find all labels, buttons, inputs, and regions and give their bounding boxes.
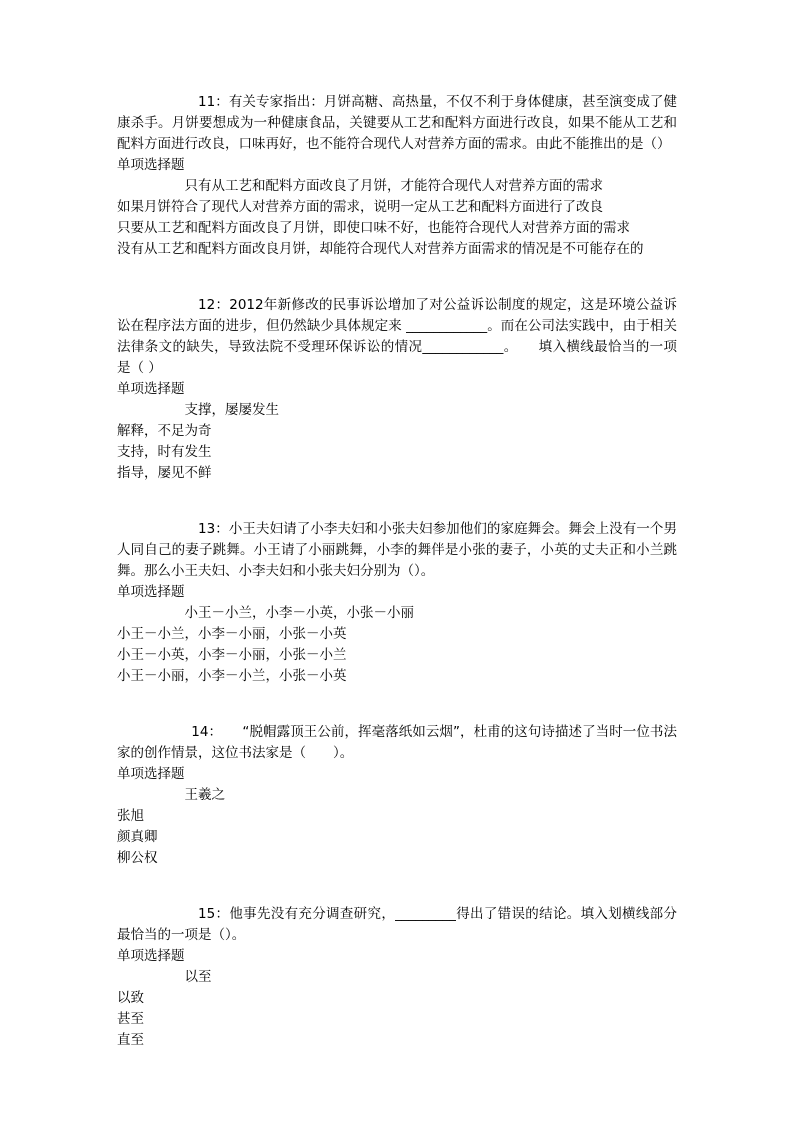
question-option: 甚至 [117, 1011, 144, 1027]
question-stem: 12：2012年新修改的民事诉讼增加了对公益诉讼制度的规定，这是环境公益诉讼在程序法方面的进步，但仍然缺少具体规定来 ____________。而在公司法实践中，由于相关法律条文的缺失，导致法院不受理环保诉讼的情况____________。 填入横线最恰当的一项是（ ） [117, 297, 677, 376]
question-option: 小王－小英，小李－小丽，小张－小兰 [117, 647, 347, 663]
question-option: 解释，不足为奇 [117, 423, 212, 439]
question-option: 张旭 [117, 808, 144, 824]
question-type-label: 单项选择题 [117, 948, 185, 964]
question-option: 没有从工艺和配料方面改良月饼，却能符合现代人对营养方面需求的情况是不可能存在的 [117, 241, 644, 257]
question-option: 小王－小兰，小李－小丽，小张－小英 [117, 626, 347, 642]
block-spacer [117, 701, 677, 722]
question-option: 如果月饼符合了现代人对营养方面的需求，说明一定从工艺和配料方面进行了改良 [117, 199, 603, 215]
question-option: 只要从工艺和配料方面改良了月饼，即使口味不好，也能符合现代人对营养方面的需求 [117, 220, 630, 236]
question-stem: 15：他事先没有充分调查研究，_________得出了错误的结论。填入划横线部分最恰当的一项是（）。 [117, 906, 677, 943]
question-type-label: 单项选择题 [117, 157, 185, 173]
question-option: 直至 [117, 1032, 144, 1048]
question-block [117, 904, 677, 1051]
block-spacer [117, 274, 677, 295]
question-option: 以至 [184, 969, 212, 985]
question-type-label: 单项选择题 [117, 381, 185, 397]
question-option: 柳公权 [117, 850, 158, 866]
block-spacer [117, 883, 677, 904]
question-stem: 14： “脱帽露顶王公前，挥毫落纸如云烟”，杜甫的这句诗描述了当时一位书法家的创作情景，这位书法家是（ ）。 [117, 724, 677, 761]
question-option: 颜真卿 [117, 829, 158, 845]
question-block [117, 295, 677, 484]
question-type-label: 单项选择题 [117, 766, 185, 782]
question-block [117, 92, 677, 260]
question-type-label: 单项选择题 [117, 584, 185, 600]
question-option: 小王－小兰，小李－小英，小张－小丽 [184, 605, 414, 621]
block-spacer [117, 498, 677, 519]
question-stem: 13：小王夫妇请了小李夫妇和小张夫妇参加他们的家庭舞会。舞会上没有一个男人同自己的妻子跳舞。小王请了小丽跳舞，小李的舞伴是小张的妻子，小英的丈夫正和小兰跳舞。那么小王夫妇、小李夫妇和小张夫妇分别为（）。 [117, 521, 677, 579]
question-option: 支撑，屡屡发生 [184, 402, 279, 418]
question-option: 指导，屡见不鲜 [117, 465, 212, 481]
question-option: 支持，时有发生 [117, 444, 212, 460]
question-option: 王羲之 [184, 787, 225, 803]
question-option: 小王－小丽，小李－小兰，小张－小英 [117, 668, 347, 684]
question-stem: 11：有关专家指出：月饼高糖、高热量，不仅不利于身体健康，甚至演变成了健康杀手。月饼要想成为一种健康食品，关键要从工艺和配料方面进行改良，如果不能从工艺和配料方面进行改良，口味再好，也不能符合现代人对营养方面的需求。由此不能推出的是（） [117, 94, 677, 152]
question-block [117, 519, 677, 687]
question-option: 只有从工艺和配料方面改良了月饼，才能符合现代人对营养方面的需求 [184, 178, 603, 194]
question-option: 以致 [117, 990, 144, 1006]
question-block [117, 722, 677, 869]
